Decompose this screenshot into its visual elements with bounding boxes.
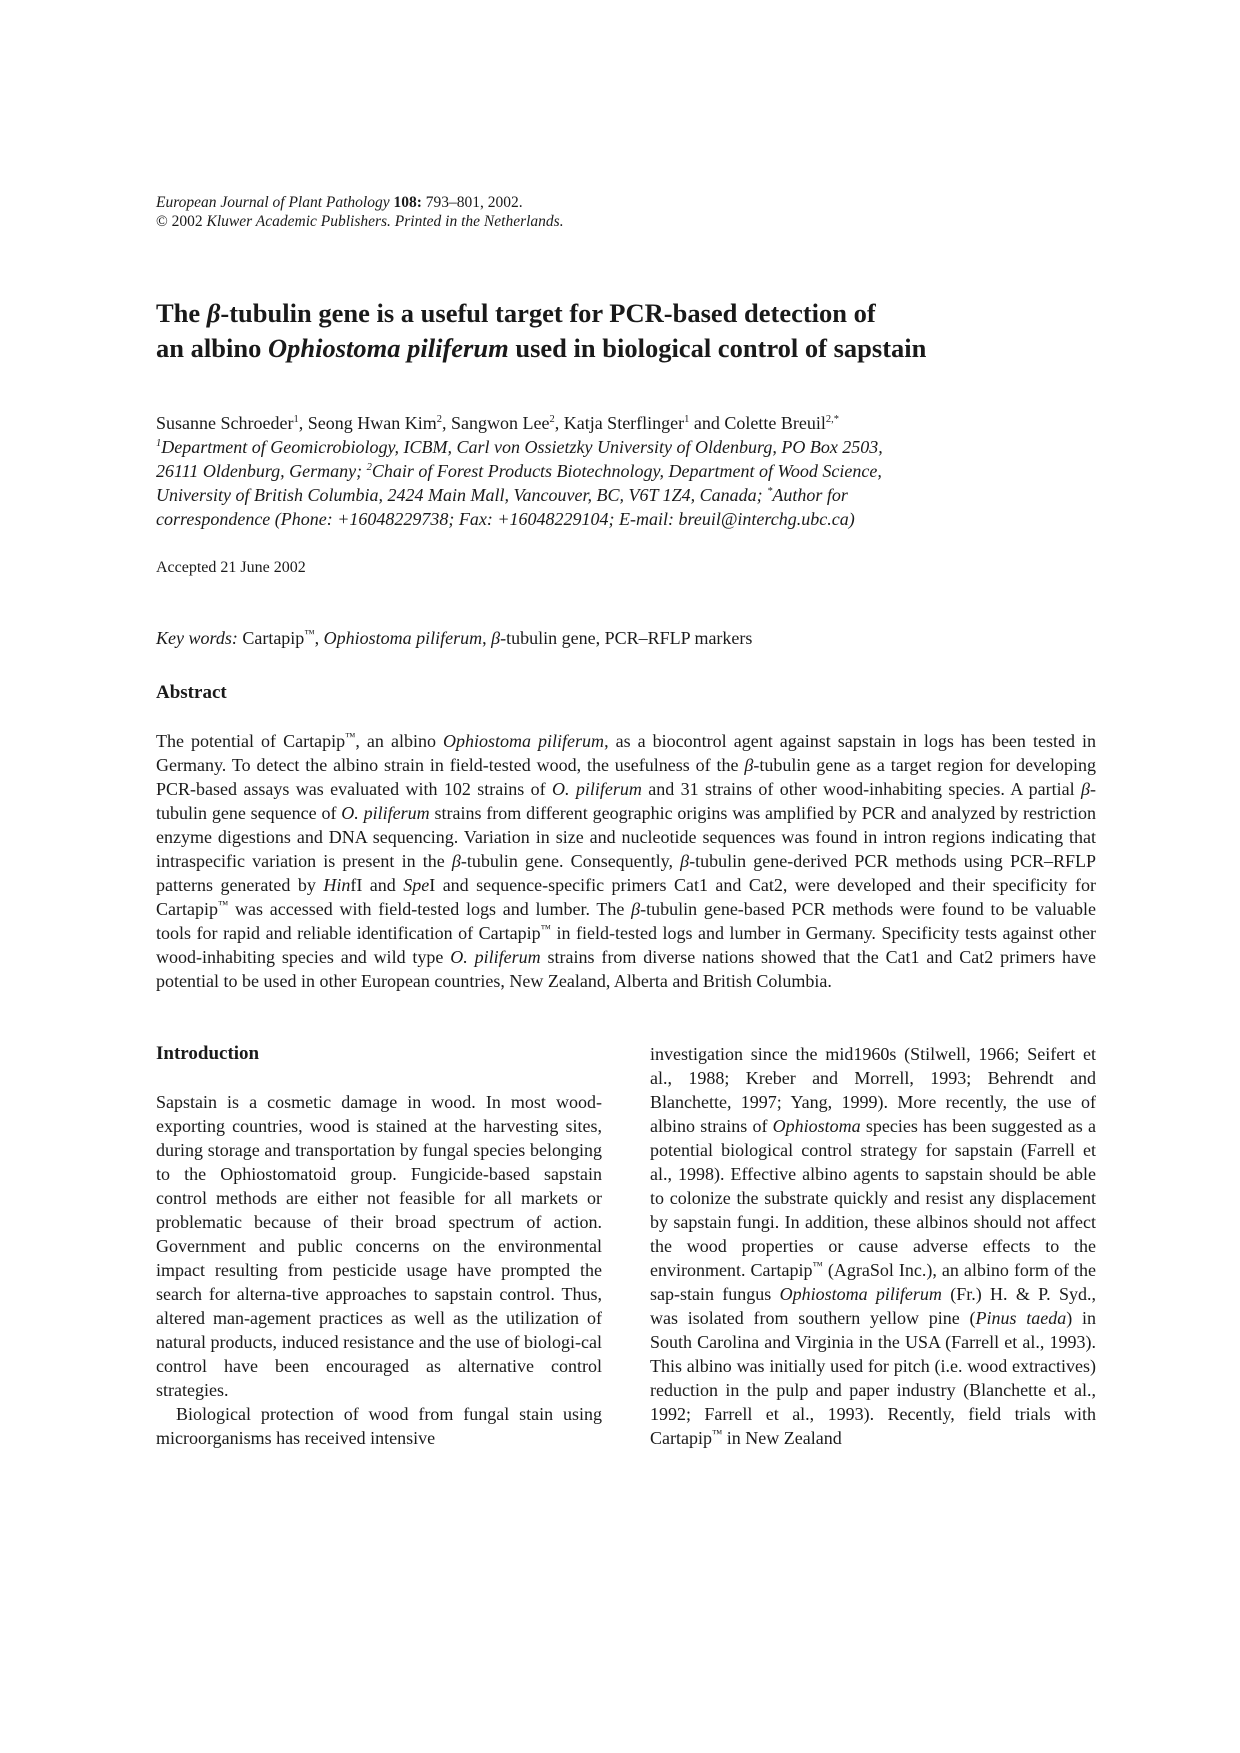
abstract-heading: Abstract — [156, 682, 227, 703]
intro-paragraph-1: Sapstain is a cosmetic damage in wood. In most wood-exporting countries, wood is stained at the harvesting sites, during storage and transportation by fungal species belonging to the Ophiostomatoid group. Fungicide-based sapstain control methods are either not feasible for all markets or problematic because of their broad spectrum of action. Government and public concerns on the environmental impact resulting from pesticide usage have prompted the search for alterna-tive approaches to sapstain control. Thus, altered man-agement practices as well as the utilization of natural products, induced resistance and the use of biologi-cal control have been encouraged as alternative control strategies. — [156, 1092, 602, 1400]
journal-header — [156, 193, 564, 231]
intro-paragraph-2: Biological protection of wood from fungal stain using microorganisms has received intensive — [156, 1404, 602, 1448]
introduction-right-column — [650, 1042, 1096, 1450]
affiliations: $^1$Department of Geomicrobiology, ICBM, Carl von Ossietzky University of Oldenburg, PO Box 2503, 26111 Oldenburg, Germany; $^2$Chair of Forest Products Biotechnology, Department of Wood Science, University of British Columbia, 2424 Main Mall, Vancouver, BC, V6T 1Z4, Canada; *Author for correspondence (Phone: +16048229738; Fax: +16048229104; E-mail: breuil@interchg.ubc.ca) — [156, 437, 883, 529]
abstract-body: The potential of Cartapip™, an albino Ophiostoma piliferum, as a biocontrol agent against sapstain in logs has been tested in Germany. To detect the albino strain in field-tested wood, the usefulness of the β-tubulin gene as a target region for developing PCR-based assays was evaluated with 102 strains of O. piliferum and 31 strains of other wood-inhabiting species. A partial β-tubulin gene sequence of O. piliferum strains from different geographic origins was amplified by PCR and analyzed by restriction enzyme digestions and DNA sequencing. Variation in size and nucleotide sequences was found in intron regions indicating that intraspecific variation is present in the β-tubulin gene. Consequently, β-tubulin gene-derived PCR methods using PCR–RFLP patterns generated by HinfI and SpeI and sequence-specific primers Cat1 and Cat2, were developed and their specificity for Cartapip™ was accessed with field-tested logs and lumber. The β-tubulin gene-based PCR methods were found to be valuable tools for rapid and reliable identification of Cartapip™ in field-tested logs and lumber in Germany. Specificity tests against other wood-inhabiting species and wild type O. piliferum strains from diverse nations showed that the Cat1 and Cat2 primers have potential to be used in other European countries, New Zealand, Alberta and British Columbia. — [156, 731, 1097, 991]
copyright-line: © 2002 Kluwer Academic Publishers. Printed in the Netherlands. — [156, 213, 564, 230]
author-list: Susanne Schroeder$^1$, Seong Hwan Kim$^2$, Sangwon Lee$^2$, Katja Sterflinger$^1$ and Colette Breuil$^{2,*}$ — [156, 413, 840, 433]
introduction-left-column — [156, 1042, 602, 1450]
accepted-date: Accepted 21 June 2002 — [156, 559, 306, 576]
journal-citation: European Journal of Plant Pathology 108: 793–801, 2002. — [156, 194, 523, 211]
intro-paragraph-continued: investigation since the mid1960s (Stilwell, 1966; Seifert et al., 1988; Kreber and Morrell, 1993; Behrendt and Blanchette, 1997; Yang, 1999). More recently, the use of albino strains of Ophiostoma species has been suggested as a potential biological control strategy for sapstain (Farrell et al., 1998). Effective albino agents to sapstain should be able to colonize the substrate quickly and resist any displacement by sapstain fungi. In addition, these albinos should not affect the wood properties or cause adverse effects to the environment. Cartapip™ (AgraSol Inc.), an albino form of the sap-stain fungus Ophiostoma piliferum (Fr.) H. & P. Syd., was isolated from southern yellow pine (Pinus taeda) in South Carolina and Virginia in the USA (Farrell et al., 1993). This albino was initially used for pitch (i.e. wood extractives) reduction in the pulp and paper industry (Blanchette et al., 1992; Farrell et al., 1993). Recently, field trials with Cartapip™ in New Zealand — [650, 1044, 1096, 1448]
paper-title: The β-tubulin gene is a useful target for PCR-based detection of an albino Ophiostoma piliferum used in biological control of sapstain — [156, 298, 927, 363]
introduction-heading: Introduction — [156, 1043, 260, 1064]
keywords-line: Key words: Cartapip™, Ophiostoma piliferum, β-tubulin gene, PCR–RFLP markers — [156, 628, 753, 648]
